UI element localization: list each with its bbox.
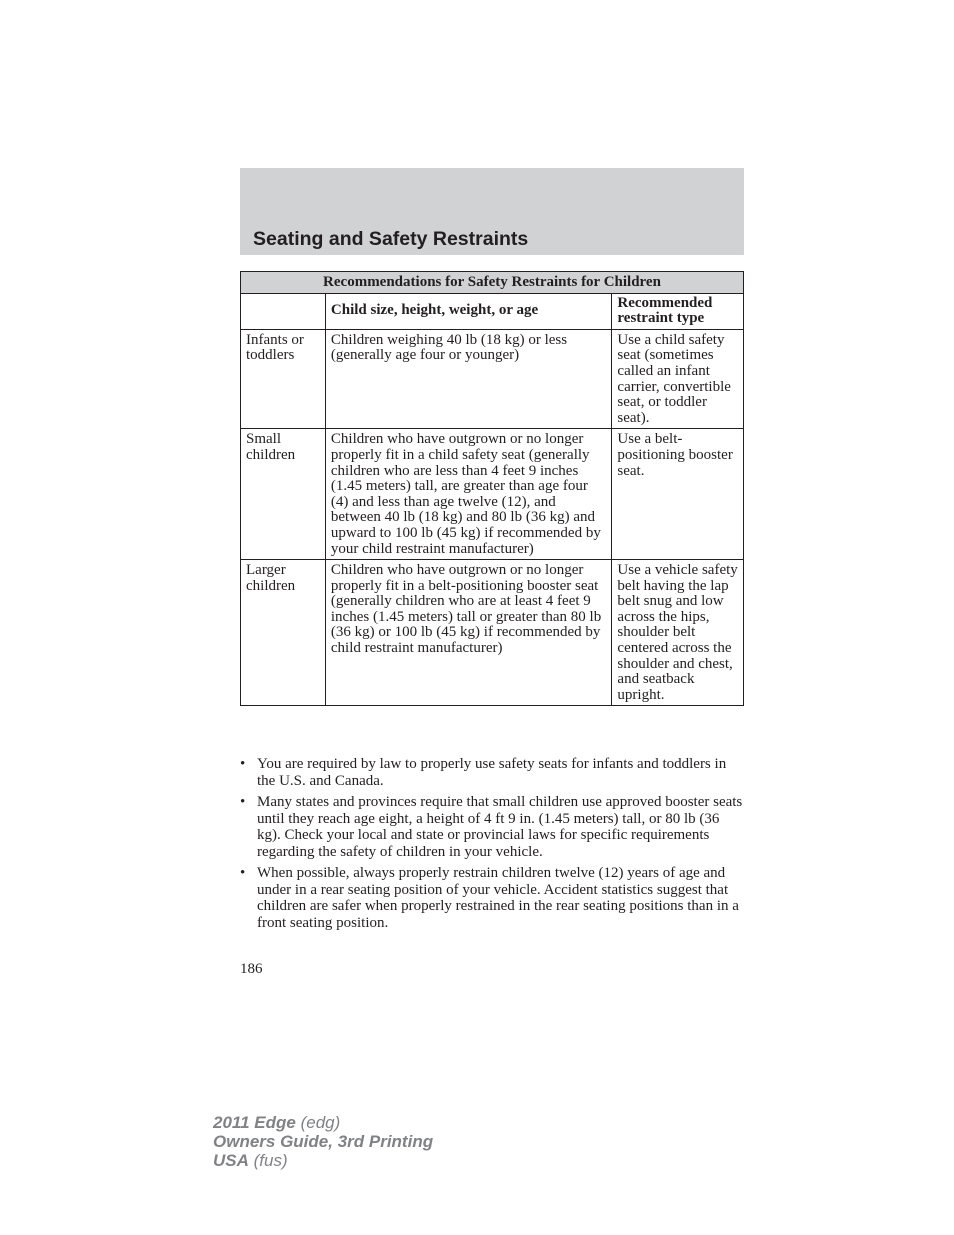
list-item xyxy=(240,756,744,789)
table-row xyxy=(241,329,744,429)
list-item-text: When possible, always properly restrain children twelve (12) years of age and under in a rear seating position of your vehicle. Accident statistics suggest that children are safer when properly restrained in the rear seating positions than in a front seating position. xyxy=(257,865,739,931)
list-item xyxy=(240,865,744,931)
row-size: Children who have outgrown or no longer properly fit in a belt-positioning booster seat (generally children who are at least 4 feet 9 inches (1.45 meters) tall or greater than 80 lb (36 kg) or 100 lb (45 kg) if recommended by child restraint manufacturer) xyxy=(325,560,612,706)
footer-market: USA xyxy=(213,1151,249,1170)
child-restraint-table xyxy=(240,271,744,706)
footer-line-market xyxy=(213,1151,433,1170)
page-number: 186 xyxy=(240,961,263,977)
list-item xyxy=(240,794,744,860)
table-row xyxy=(241,560,744,706)
section-title: Seating and Safety Restraints xyxy=(253,228,529,250)
table-row xyxy=(241,429,744,560)
column-header-category xyxy=(241,293,326,329)
bullet-icon: • xyxy=(240,756,246,772)
row-category: Larger children xyxy=(241,560,326,706)
footer-model-code: (edg) xyxy=(300,1113,341,1132)
table-caption: Recommendations for Safety Restraints for Children xyxy=(241,272,744,294)
table-header-row xyxy=(241,293,744,329)
column-header-size: Child size, height, weight, or age xyxy=(325,293,612,329)
footer-line-model xyxy=(213,1113,433,1132)
footer-market-code: (fus) xyxy=(253,1151,288,1170)
row-restraint: Use a belt-positioning booster seat. xyxy=(612,429,744,560)
list-item-text: You are required by law to properly use safety seats for infants and toddlers in the U.S. and Canada. xyxy=(257,756,727,789)
row-size: Children weighing 40 lb (18 kg) or less (generally age four or younger) xyxy=(325,329,612,429)
column-header-restraint: Recommended restraint type xyxy=(612,293,744,329)
document-footer xyxy=(213,1113,433,1170)
row-size: Children who have outgrown or no longer properly fit in a child safety seat (generally children who are less than 4 feet 9 inches (1.45 meters) tall, are greater than age four (4) and less than age twelve (12), and between 40 lb (18 kg) and 80 lb (36 kg) and upward to 100 lb (45 kg) if recommended by your child restraint manufacturer) xyxy=(325,429,612,560)
row-category: Small children xyxy=(241,429,326,560)
footer-model: 2011 Edge xyxy=(213,1113,296,1132)
safety-notes-list xyxy=(240,756,744,936)
list-item-text: Many states and provinces require that small children use approved booster seats until they reach age eight, a height of 4 ft 9 in. (1.45 meters) tall, or 80 lb (36 kg). Check your local and state or provincial laws for specific requirements regarding the safety of children in your vehicle. xyxy=(257,794,743,860)
footer-guide-edition: Owners Guide, 3rd Printing xyxy=(213,1132,434,1151)
row-restraint: Use a vehicle safety belt having the lap belt snug and low across the hips, shoulder belt centered across the shoulder and chest, and seatback upright. xyxy=(612,560,744,706)
bullet-icon: • xyxy=(240,865,246,881)
table-caption-row xyxy=(241,272,744,294)
row-restraint: Use a child safety seat (sometimes called an infant carrier, convertible seat, or toddler seat). xyxy=(612,329,744,429)
bullet-icon: • xyxy=(240,794,246,810)
row-category: Infants or toddlers xyxy=(241,329,326,429)
section-header-band xyxy=(240,168,744,255)
